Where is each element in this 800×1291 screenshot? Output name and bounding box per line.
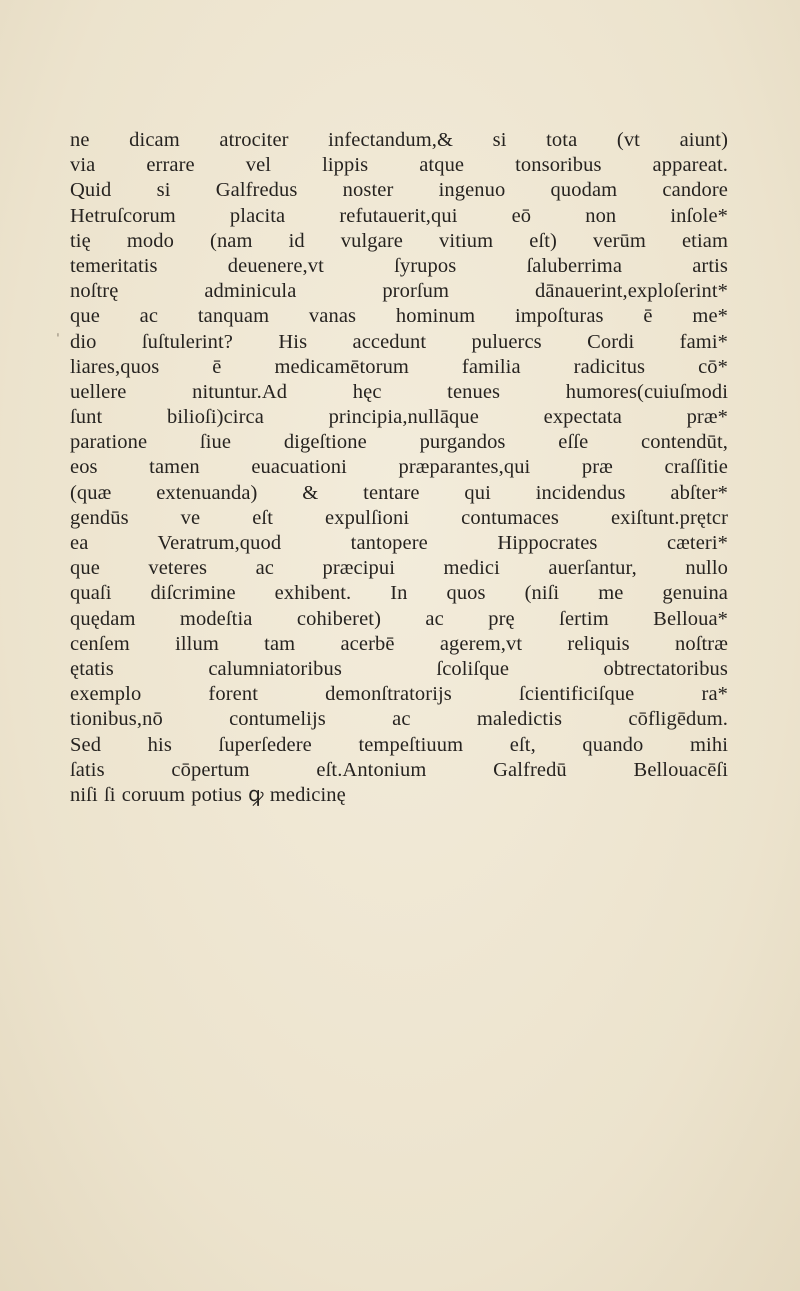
text-line: liares,quos ē medicamētorum familia radicitus cō* <box>70 355 728 378</box>
text-line: gendūs ve eſt expulſioni contumaces exiſtunt.prętcr <box>70 506 728 529</box>
text-line: noſtrę adminicula prorſum dānauerint,exploſerint* <box>70 280 728 303</box>
text-line: Sed his ſuperſedere tempeſtiuum eſt, quando mihi <box>70 733 728 756</box>
text-line: dio ſuſtulerint? His accedunt puluercs Cordi fami* <box>70 330 728 353</box>
text-line: ſunt bilioſi)circa principia,nullāque expectata præ* <box>70 406 728 429</box>
text-line: uellere nituntur.Ad hęc tenues humores(cuiuſmodi <box>70 380 728 403</box>
text-line: Quid si Galfredus noster ingenuo quodam candore <box>70 179 728 202</box>
text-line: (quæ extenuanda) & tentare qui incidendus abſter* <box>70 481 728 504</box>
margin-mark: ˌ <box>56 323 60 339</box>
text-line: ſatis cōpertum eſt.Antonium Galfredū Bellouacēſi <box>70 758 728 781</box>
text-line: exemplo forent demonſtratorijs ſcientificiſque ra* <box>70 683 728 706</box>
text-line: tię modo (nam id vulgare vitium eſt) verūm etiam <box>70 229 728 252</box>
text-line: niſi ſi coruum potius ꝙ medicinę <box>70 783 346 806</box>
page-text-block <box>70 128 728 808</box>
text-line: ne dicam atrociter infectandum,& si tota (vt aiunt) <box>70 129 728 151</box>
text-line: quaſi diſcrimine exhibent. In quos (niſi me genuina <box>70 582 728 605</box>
text-line: Hetruſcorum placita refutauerit,qui eō non inſole* <box>70 204 728 227</box>
text-line: via errare vel lippis atque tonsoribus appareat. <box>70 154 728 177</box>
text-line: que ac tanquam vanas hominum impoſturas ē me* <box>70 305 728 328</box>
text-line: paratione ſiue digeſtione purgandos eſſe contendūt, <box>70 431 728 454</box>
text-line: ętatis calumniatoribus ſcoliſque obtrectatoribus <box>70 657 728 680</box>
text-line: ea Veratrum,quod tantopere Hippocrates cæteri* <box>70 532 728 554</box>
text-line: cenſem illum tam acerbē agerem,vt reliquis noſtræ <box>70 632 728 655</box>
text-line: eos tamen euacuationi præparantes,qui præ craſſitie <box>70 456 728 479</box>
text-line: tionibus,nō contumelijs ac maledictis cōfligēdum. <box>70 708 728 731</box>
text-line: que veteres ac præcipui medici auerſantur, nullo <box>70 557 728 580</box>
text-line: temeritatis deuenere,vt ſyrupos ſaluberrima artis <box>70 254 728 277</box>
text-line: quędam modeſtia cohiberet) ac prę ſertim Belloua* <box>70 607 728 630</box>
